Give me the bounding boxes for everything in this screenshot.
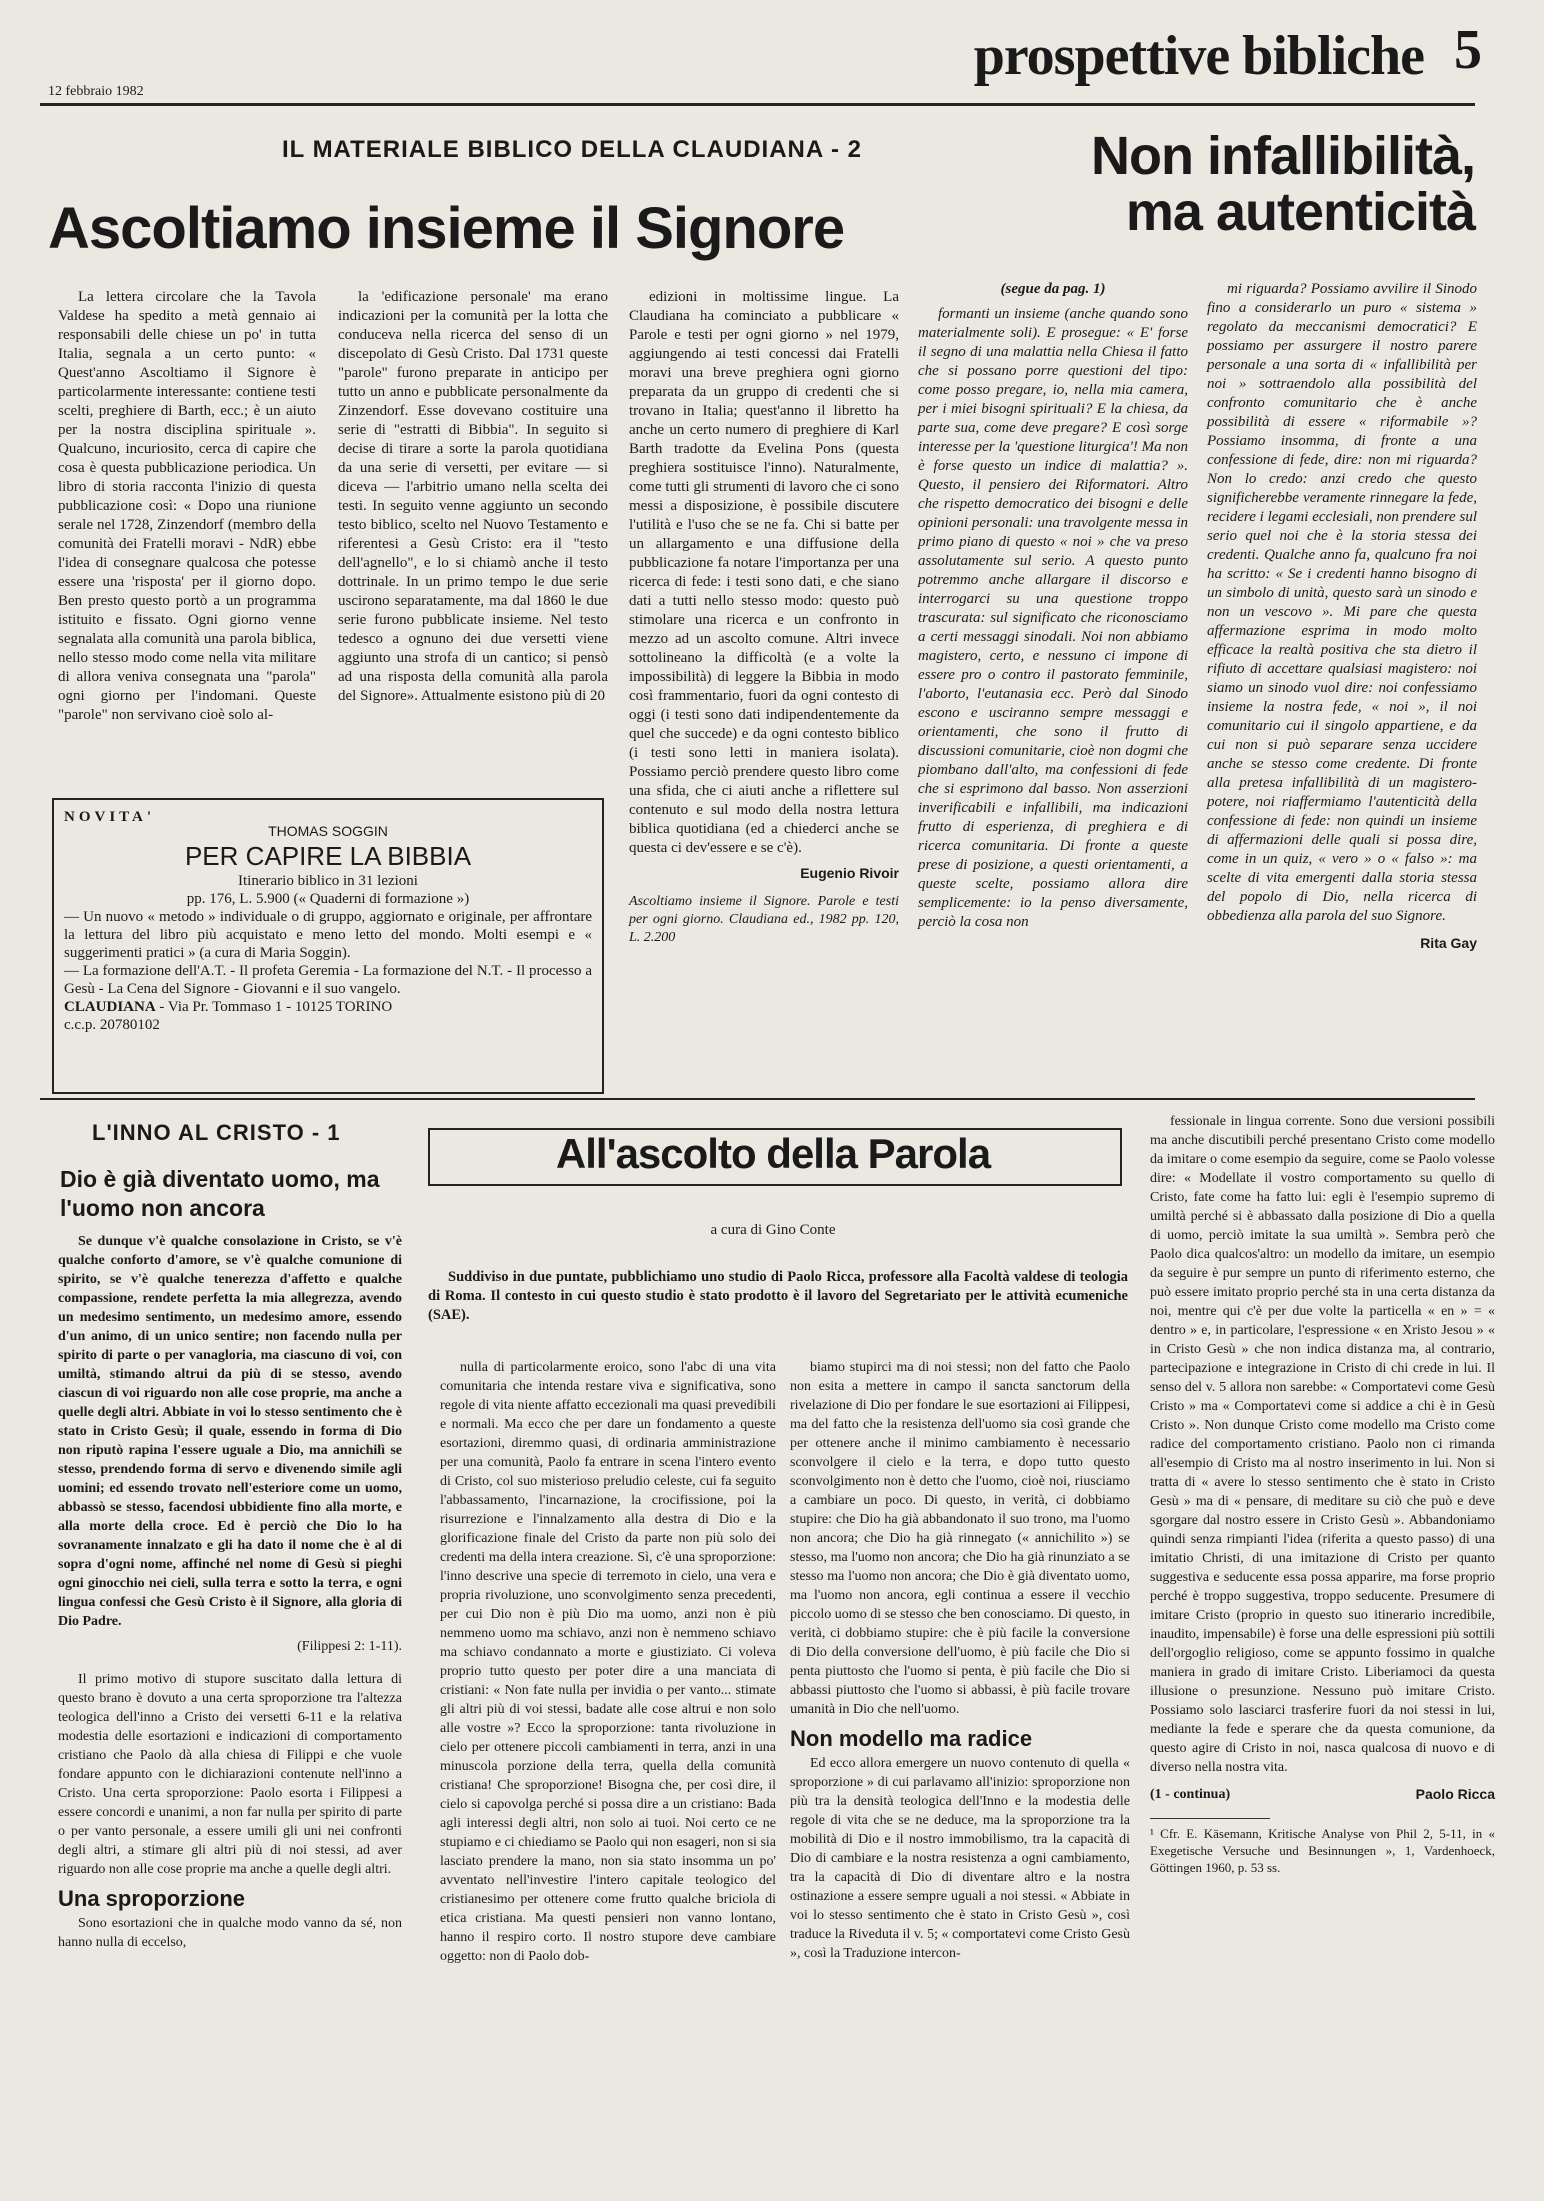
article2-title [1030,128,1475,240]
article3-kicker: L'INNO AL CRISTO - 1 [92,1120,341,1145]
novita-subtitle: Itinerario biblico in 31 lezioni [238,873,418,889]
article2-continuation: (segue da pag. 1) [1000,281,1106,297]
masthead-rule [40,103,1475,106]
article2-col1 [918,280,1188,932]
article1-text: edizioni in moltissime lingue. La Claudiana ha cominciato a pubblicare « Parole e testi per ogni giorno » nel 1979, aggiungendo ai testi concessi dai Fratelli moravi una breve preghiera ogni giorno preparata da un gruppo di credenti che si trovano in Italia; quest'anno il libretto ha anche un certo numero di preghiere di Karl Barth tradotte da Evelina Pons (questa preghiera sostituisce l'inno). Naturalmente, come tutti gli strumenti di lavoro che ci sono messi a disposizione, è possibile discutere l'utilità e l'uso che se ne fa. Chi si batte per un allargamento e una diffusione della pubblicazione fa notare l'importanza per una ricerca di fede: i testi sono dati, e che siano dati a tutti nello stesso modo: questo può stimolare una ricerca e un confronto in mezzo ad un ascolto comune. Altri invece sottolineano la difficoltà (e a volte la impossibilità) di leggere la Bibbia in modo così frammentario, fuori da ogni contesto di oggi (i testi sono dati indipendentemente da quel che succede) e da ogni contesto biblico (i testi sono letti in maniera isolata). Possiamo perciò prendere questo libro come una sfida, che ci aiuti anche a riflettere sul contenuto e sul modo della nostra lettura biblica quotidiana (ed a chiederci anche se questa ci dev'essere e se c'è). [629,289,899,856]
article3-intro [428,1268,1128,1325]
article2-title-line: Non infallibilità, [1091,126,1475,186]
hymn-citation: (Filippesi 2: 1-11). [297,1639,402,1654]
article1-col2 [338,288,608,706]
article3-subhead: Non modello ma radice [790,1726,1033,1751]
to-be-continued: (1 - continua) [1150,1787,1231,1802]
article1-kicker: IL MATERIALE BIBLICO DELLA CLAUDIANA - 2 [282,136,862,163]
article3-hymn-col [58,1232,402,1952]
novita-title: PER CAPIRE LA BIBBIA [184,841,472,871]
footnote: ¹ Cfr. E. Käsemann, Kritische Analyse von Phil 2, 5-11, in « Exegetische Versuche und Besinnungen », 1, Vardenhoeck, Göttingen 1960, p. 53 ss. [1150,1826,1495,1875]
article3-text: Ed ecco allora emergere un nuovo contenuto di quella « sproporzione » di cui parlavamo all'inizio: sproporzione non più tra la densità teologica dell'Inno e la modestia delle regole di vita che se ne deduce, ma la sproporzione tra la mobilità di Dio e il nostro immobilismo, tra la capacità di Dio di cambiare e la nostra resistenza a ogni cambiamento, tra la capacità di Dio di diventare altro e la nostra ostinazione a essere sempre uguali a noi stessi. « Abbiate in voi lo stesso sentimento che è stato in Cristo Gesù », così traduce la Riveduta il v. 5; « comportatevi come Cristo Gesù », così la Traduzione intercon- [790,1756,1130,1961]
article3-col-c [790,1358,1130,1963]
article3-col-b [440,1358,776,1966]
novita-address: - Via Pr. Tommaso 1 - 10125 TORINO [159,999,393,1015]
hymn-text: Se dunque v'è qualche consolazione in Cristo, se v'è qualche conforto d'amore, se v'è qualche comunione di spirito, se v'è qualche tenerezza d'affetto e qualche compassione, rendete perfetta la mia allegrezza, avendo un medesimo sentimento, un medesimo amore, essendo d'un animo, di un unico sentire; non facendo nulla per spirito di parte o per vanagloria, ma ciascuno di voi, con umiltà, stimando altrui da più di se stesso, avendo ciascun di voi riguardo non alle cose proprie, ma anche a quelle degli altri. Abbiate in voi lo stesso sentimento che è stato in Cristo Gesù; il quale, essendo in forma di Dio non riputò rapina l'essere uguale a Dio, ma annichilì se stesso, prendendo forma di servo e divenendo simile agli uomini; ed essendo trovato nell'esteriore come un uomo, abbassò se stesso, facendosi ubbidiente fino alla morte, e alla morte della croce. Ed è perciò che Dio lo ha sovranamente innalzato e gli ha dato il nome che è al di sopra d'ogni nome, affinché nel nome di Gesù si pieghi ogni ginocchio nei cieli, sulla terra e sotto la terra, e ogni lingua confessi che Gesù Cristo è il Signore, alla gloria di Dio Padre. [58,1234,402,1629]
article3-text: Sono esortazioni che in qualche modo vanno da sé, non hanno nulla di eccelso, [58,1916,402,1950]
novita-author: THOMAS SOGGIN [268,823,388,839]
article2-signature: Rita Gay [1420,935,1477,951]
article3-text: Il primo motivo di stupore suscitato dalla lettura di questo brano è dovuto a una certa sproporzione tra l'altezza teologica dell'inno a Cristo dei versetti 6-11 e la relativa modestia delle esortazioni e indicazioni di comportamento cristiano che Paolo dà alla chiesa di Filippi e che vuole fondare appunto con le dichiarazioni contenute nell'inno a Cristo. Una certa sproporzione: Paolo esorta i Filippesi a essere concordi e unanimi, a non far nulla per spirito di parte o per vanto personale, a essere umili gli uni nei confronti degli altri, a stimare gli altri più di noi stessi, ad aver riguardo non alle cose proprie ma anche a quelle degli altri. [58,1672,402,1877]
rubric-byline: a cura di Gino Conte [710,1222,836,1238]
article3-text: nulla di particolarmente eroico, sono l'abc di una vita comunitaria che intenda restare viva e significativa, sono regole di vita niente affatto eccezionali ma quasi prevedibili e normali. Ma ecco che per dare un fondamento a queste esortazioni, diremmo quasi, di ordinaria amministrazione per una comunità, Paolo fa entrare in scena l'intero evento di Cristo, col suo misterioso preludio celeste, cui fa seguito l'abbassamento, l'incarnazione, la crocifissione, poi la risurrezione e l'innalzamento alla destra di Dio e la glorificazione finale del Cristo da parte non più solo dei credenti ma della intera creazione. Sì, c'è una sproporzione: l'inno descrive una specie di terremoto in cielo, una vera e propria rivoluzione, uno sconvolgimento senza precedenti, per cui Dio non è più Dio ma uomo, anzi non è più nemmeno uomo ma schiavo, anzi non è nemmeno schiavo ma schiavo condannato a morte e giustiziato. Ci voleva proprio tutto questo per poter dire a una manciata di cristiani: « Non fate nulla per invidia o per vanto... stimate gli altri più di voi stessi, badate alle cose altrui e non solo alle vostre »? Ecco la sproporzione: tanta rivoluzione in cielo per ottenere piccoli cambiamenti in terra, anzi in una minuscola porzione della terra, quella della comunità cristiana! Che sproporzione! Bisogna che, per così dire, il cielo si capovolga perché si possa dire a un cristiano: Bada agli interessi degli altri, non solo ai tuoi. Noi certo ce ne stupiamo e ci chiediamo se Paolo qui non esageri, non si sia lasciato prendere la mano, non sia stato insomma un po' avventato nell'investire l'intero capitale teologico del cristianesimo per ottenere come frutto qualche briciola di etica cristiana. Ma questi pensieri non vanno lontano, hanno il respiro corto. Il nostro stupore deve cambiare oggetto: non di Paolo dob- [440,1360,776,1964]
section-title: prospettive bibliche [973,25,1424,87]
article1-text: la 'edificazione personale' ma erano indicazioni per la comunità per la lotta che conduceva nella ricerca del senso di un discepolato di Gesù Cristo. Dal 1731 queste "parole" furono preparate in anticipo per tutto un anno e pubblicate personalmente da Zinzendorf. Esse dovevano costituire una serie di "estratti di Bibbia". In seguito si decise di tirare a sorte la parola quotidiana da una serie di versetti, per evitare — si diceva — l'arbitrio umano nella scelta dei testi. In seguito venne aggiunto un secondo testo biblico, scelto nel Nuovo Testamento e riferentesi a Gesù Cristo: era il "testo dell'agnello", e lo si chiamò anche il testo dottrinale. In un primo tempo le due serie uscirono separatamente, ma dal 1860 le due serie furono pubblicate insieme. Nel testo tedesco a ognuno dei due versetti viene aggiunto una strofa di un cantico; si pensò ad una risposta della comunità alla parola del Signore». Attualmente esistono più di 20 [338,289,608,704]
footnote-rule [1150,1818,1270,1819]
novita-ccp: c.c.p. 20780102 [64,1017,160,1033]
article1-book-ref: Ascoltiamo insieme il Signore. Parole e testi per ogni giorno. Claudiana ed., 1982 pp. 120, L. 2.200 [629,894,899,945]
intro-text: Suddiviso in due puntate, pubblichiamo uno studio di Paolo Ricca, professore alla Facoltà valdese di teologia di Roma. Il contesto in cui questo studio è stato prodotto è il lavoro del Segretariato per le attività ecumeniche (SAE). [428,1269,1128,1323]
article1-col3 [629,288,899,947]
article3-subhead: Una sproporzione [58,1886,246,1911]
article1-title: Ascoltiamo insieme il Signore [48,196,845,261]
novita-label: NOVITA' [64,809,156,825]
novita-publisher-line [64,998,592,1016]
article2-col2 [1207,280,1477,953]
article2-title-line: ma autenticità [1125,182,1475,242]
article1-text: La lettera circolare che la Tavola Valdese ha spedito a metà gennaio ai responsabili delle chiese un po' in tutta Italia, segnala a un certo punto: « Quest'anno Ascoltiamo il Signore è particolarmente interessante: contiene testi scelti, preghiere di Barth, ecc.; è un aiuto per la nostra disciplina spirituale ». Qualcuno, incuriosito, cerca di capire che cosa è questa pubblicazione periodica. Un libro di storia racconta l'inizio di questa pubblicazione così: « Dopo una riunione serale nel 1728, Zinzendorf (membro della comunità dei Fratelli moravi - NdR) ebbe l'idea di consegnare qualcosa che potesse essere una 'risposta' per il giorno dopo. Ben presto questo portò a un programma istituito e fissato. Ogni giorno venne segnalata alla comunità una parola biblica, nello stesso modo come nella vita militare di allora veniva consegnata una "parola" ogni giorno per l'indomani. Queste "parole" non servivano cioè solo al- [58,289,316,723]
page-divider [40,1098,1475,1100]
article2-text: mi riguarda? Possiamo avvilire il Sinodo fino a considerarlo un puro « sistema » regolato da meccanismi democratici? E possiamo per assurgere il nostro parere personale a una sorta di « infallibilità per noi » sottraendolo alla possibilità del confronto comunitario che è anche possibilità di essere « riformabile »? Possiamo insomma, di fronte a una confessione di fede, dire: non mi riguarda? Non lo credo: anzi credo che questo significherebbe veramente rinnegare la fede, recidere i legami ecclesiali, non prendere sul serio quel noi che è la storia stessa dei credenti. Qualche anno fa, qualcuno fra noi ha scritto: « Se i credenti hanno bisogno di un simbolo di unità, questo sarà un sinodo e non un vescovo ». Mi pare che questa affermazione esprima in modo molto efficace la realtà positiva che sta dietro il rifiuto di accettare qualsiasi magistero: noi siamo un sinodo vuol dire: noi confessiamo insieme la nostra fede, « noi », il noi comunitario cui il singolo appartiene, e da cui non si può separare senza uccidere anche se stesso come credente. Di fronte alla pretesa infallibilità di un magistero-potere, noi riaffermiamo l'autenticità della confessione di fede: non quindi un insieme di affermazioni delle quali si possa dire, come in un quiz, « vero » o « falso »: ma scelte di vita emergenti dalla storia stessa del popolo di Dio, nella ricerca di obbedienza alla parola del suo Signore. [1207,281,1477,924]
article3-text: biamo stupirci ma di noi stessi; non del fatto che Paolo non esita a mettere in campo il sancta sanctorum della rivelazione di Dio per fondare le sue esortazioni ai Filippesi, ma del fatto che la resistenza dell'uomo sia così grande che per ottenere anche il minimo cambiamento è necessario sconvolgere il cielo e la terra, e dopo tutto questo sconvolgimento non è detto che l'uomo, cioè noi, riusciamo a cambiare un poco. Di questo, in verità, ci dobbiamo stupire: che Dio ha già abbandonato il suo trono, ma l'uomo non ancora; che Dio ha già rinnegato (« annichilito ») se stesso, ma l'uomo non ancora; che Dio ha già rinunziato a se stesso ma l'uomo non ancora; che Dio è già diventato uomo, ma l'uomo non ancora, egli continua a essere il vecchio piccolo uomo di se stesso che ben conosciamo. Di questo, in verità, ci dobbiamo stupire: che è più facile la conversione di Dio della conversione dell'uomo, è più facile che Dio si penta piuttosto che l'uomo si penta, è più facile che Dio si abbassi piuttosto che l'uomo si abbassi, è più facile trovare umanità in Dio che nell'uomo. [790,1360,1130,1717]
article2-text: formanti un insieme (anche quando sono materialmente soli). E prosegue: « E' forse il segno di una malattia nella Chiesa il fatto che si possano porre questioni del tipo: come posso pregare, io, nella mia camera, per i miei bisogni spirituali? E la chiesa, da parte sua, come deve pregare? E così sorge interesse per la 'questione liturgica'! Ma non è forse questo un indice di malattia? ». Questo, il pensiero dei Riformatori. Altro che rispetto democratico dei bisogni e delle opinioni personali: una travolgente messa in primo piano di questo « noi » che va preso assolutamente sul serio. A questo punto potremmo anche allargare il discorso e interrogarci su una questione troppo trascurata: sul significato che riconosciamo a certi messaggi sinodali. Noi non abbiamo magistero, certo, e nessuno ci impone di essere pro o contro il pastorato femminile, l'aborto, l'eutanasia ecc. Però dal Sinodo escono e usciranno sempre messaggi e orientamenti, che sono il frutto di discussioni comunitarie, cioè non dogmi che piombano dall'alto, ma confessioni di fede che si esprimono dal basso. Non asserzioni inverificabili e infallibili, ma indicazioni frutto di esperienza, di preghiera e di ricerca comunitaria. Di fronte a queste prese di posizione, a questi orientamenti, a queste scelte, possiamo allora dire semplicemente: io la penso diversamente, perciò la cosa non [918,306,1188,930]
novita-bullet: — La formazione dell'A.T. - Il profeta Geremia - La formazione del N.T. - Il processo a Gesù - La Cena del Signore - Giovanni e il suo vangelo. [64,963,592,997]
novita-publisher: CLAUDIANA [64,999,156,1015]
article1-col1 [58,288,316,725]
article3-text: fessionale in lingua corrente. Sono due versioni possibili ma anche discutibili perché presentano Cristo come modello da imitare o come esempio da seguire, come se Paolo volesse dire: « Modellate il vostro comportamento su quello di Cristo, fate come ha fatto lui: egli è l'esempio supremo di umiltà perché si è abbassato dalla posizione di Dio a quella di uomo, perciò imitate la sua umiltà ». Sembra però che Paolo dica qualcos'altro: un modello da imitare, un esempio da seguire è pur sempre un punto di riferimento esterno, che può essere imitato proprio perché sta in una certa distanza da noi, mentre qui c'è per due volte la particella « en » = « dentro » e, in particolare, l'espressione « en Xristo Jesou » « in Cristo Gesù » che non indica distanza ma, al contrario, partecipazione e integrazione in Cristo di chi crede in lui. Il senso del v. 5 allora non sarebbe: « Comportatevi come Gesù Cristo » ma « Comportatevi come si addice a chi è in Gesù Cristo ». Non dunque Cristo come modello ma Cristo come radice del comportamento cristiano. Paolo non ci rimanda all'esempio di Cristo ma al nostro inserimento in lui. Non si tratta di « avere lo stesso sentimento che è stato in Cristo Gesù » ma di « pensare, di meditare su ciò che può e deve sgorgare dal nostro essere in Cristo Gesù ». Abbandoniamo quindi senza rimpianti l'idea (riferita a questo passo) di una imitatio Christi, di una imitazione di Cristo per quanto suggestiva e seducente essa possa apparire, ma forse proprio perché è troppo suggestiva, troppo seducente. Presumere di imitare Cristo (proprio in questo suo itinerario incredibile, inaudito, impensabile) è forse una delle espressioni più sottili dell'orgoglio religioso, come se appunto fossimo in qualche maniera in grado di imitare Cristo. Liberiamoci da questa illusione o presunzione. Nessuno può imitare Cristo. Possiamo solo lasciarci trasferire fuori da noi stessi in lui, mediante la fede e sperare che da questa comunione, da questo agire di Cristo in noi, nasca qualcosa di nuovo e di diverso nella nostra vita. [1150,1114,1495,1775]
article3-col-d [1150,1112,1495,1876]
page-number: 5 [1454,19,1482,81]
article1-signature: Eugenio Rivoir [800,865,899,881]
article3-signature: Paolo Ricca [1415,1786,1495,1802]
article3-end [1150,1785,1495,1804]
novita-details: pp. 176, L. 5.900 (« Quaderni di formazione ») [186,891,470,907]
novita-bullet: — Un nuovo « metodo » individuale o di gruppo, aggiornato e originale, per affrontare la lettura del libro più acquistato e meno letto del mondo. Molti esempi e « suggerimenti pratici » (a cura di Maria Soggin). [64,909,592,961]
issue-date: 12 febbraio 1982 [48,84,144,99]
novita-box [52,798,604,1094]
article3-subtitle: Dio è già diventato uomo, ma l'uomo non ancora [60,1166,380,1221]
rubric-title: All'ascolto della Parola [555,1130,991,1177]
